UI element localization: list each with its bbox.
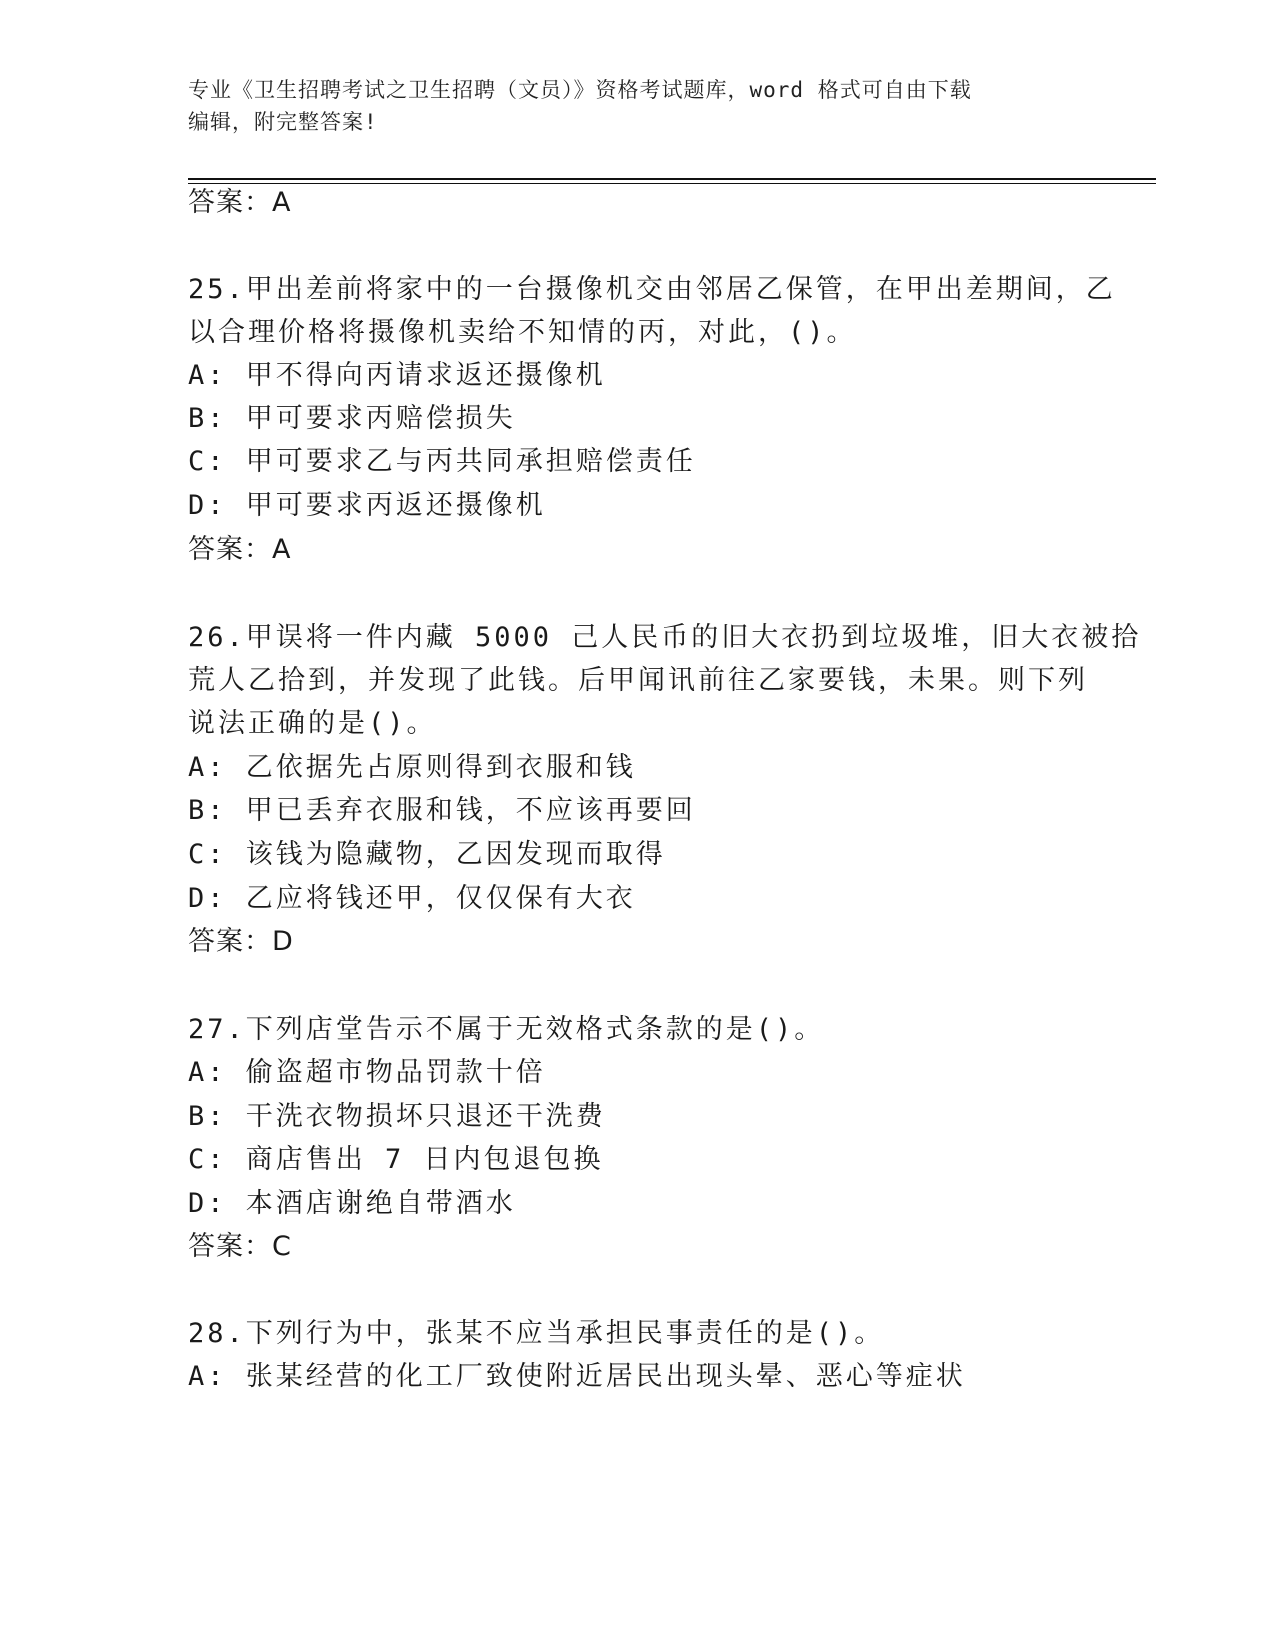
option-c: C: 商店售出 7 日内包退包换 [188, 1144, 604, 1175]
option-a: A: 偷盗超市物品罚款十倍 [188, 1057, 546, 1088]
header-line-1: 专业《卫生招聘考试之卫生招聘（文员）》资格考试题库，word 格式可自由下载 [188, 78, 972, 102]
answer-24: 答案：A [188, 187, 292, 218]
question-stem: 27.下列店堂告示不属于无效格式条款的是()。 [188, 1014, 825, 1045]
answer-27: 答案：C [188, 1231, 292, 1262]
question-stem: 28.下列行为中，张某不应当承担民事责任的是()。 [188, 1318, 885, 1349]
option-b: B: 干洗衣物损坏只退还干洗费 [188, 1101, 606, 1132]
header-divider-thin [188, 183, 1156, 184]
option-c: C: 该钱为隐藏物，乙因发现而取得 [188, 839, 666, 870]
option-a: A: 乙依据先占原则得到衣服和钱 [188, 752, 636, 783]
header-divider-thick [188, 178, 1156, 180]
option-b: B: 甲可要求丙赔偿损失 [188, 403, 516, 434]
option-c: C: 甲可要求乙与丙共同承担赔偿责任 [188, 446, 696, 477]
header-line-2: 编辑，附完整答案! [188, 110, 378, 134]
document-header [188, 74, 1088, 138]
option-d: D: 甲可要求丙返还摄像机 [188, 490, 546, 521]
option-d: D: 乙应将钱还甲，仅仅保有大衣 [188, 883, 636, 914]
option-a: A: 张某经营的化工厂致使附近居民出现头晕、恶心等症状 [188, 1361, 966, 1392]
question-stem: 26.甲误将一件内藏 5000 己人民币的旧大衣扔到垃圾堆，旧大衣被拾 [188, 622, 1142, 653]
option-d: D: 本酒店谢绝自带酒水 [188, 1188, 516, 1219]
question-stem: 荒人乙拾到，并发现了此钱。后甲闻讯前往乙家要钱，未果。则下列 [188, 665, 1088, 696]
option-a: A: 甲不得向丙请求返还摄像机 [188, 360, 606, 391]
question-stem: 25.甲出差前将家中的一台摄像机交由邻居乙保管，在甲出差期间，乙 [188, 274, 1116, 305]
answer-25: 答案：A [188, 534, 292, 565]
option-b: B: 甲已丢弃衣服和钱，不应该再要回 [188, 795, 696, 826]
answer-26: 答案：D [188, 926, 294, 957]
question-stem: 以合理价格将摄像机卖给不知情的丙，对此，()。 [188, 317, 857, 348]
question-stem: 说法正确的是()。 [188, 708, 437, 739]
